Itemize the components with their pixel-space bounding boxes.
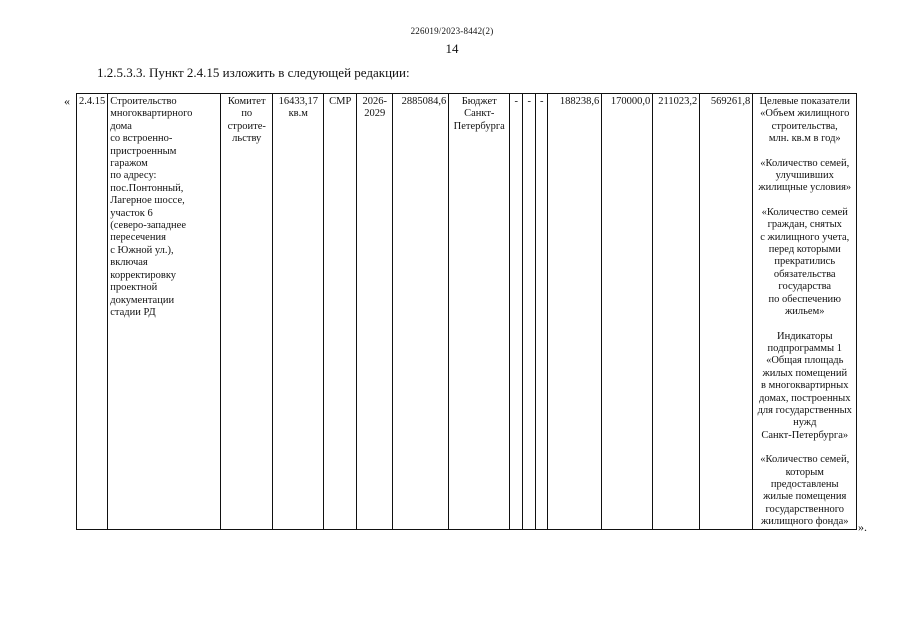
indicator-text-line: Целевые показатели <box>759 96 851 107</box>
cell-text-line: документации <box>110 294 175 306</box>
year-value-cell: 188238,6 <box>548 94 602 530</box>
cell-text-line: Санкт- <box>464 108 495 120</box>
indicator-text-line: нужд <box>793 417 817 429</box>
page-number: 14 <box>445 41 459 56</box>
indicator-text-line: жилищного фонда» <box>760 516 849 528</box>
cell-text-line: пристроенным <box>110 145 177 157</box>
block-spacer <box>755 442 854 454</box>
cell-text-line: по <box>241 108 253 120</box>
capacity-cell <box>273 94 324 530</box>
indicator-text-line: прекратились <box>774 256 836 268</box>
cell-text-line: пересечения <box>110 232 166 244</box>
cell-text-line: Строительство <box>110 96 177 107</box>
cell-text-line: со встроенно- <box>110 133 173 145</box>
indicator-text-line: «Количество семей, <box>760 454 850 466</box>
indicator-text-line: по обеспечению <box>768 293 842 305</box>
year-value-cell: 569261,8 <box>700 94 753 530</box>
indicator-text-line: предоставлены <box>770 478 839 490</box>
indicator-text-line: жилищные условия» <box>758 182 852 194</box>
cell-text-line: пос.Понтонный, <box>110 182 184 194</box>
indicator-text-line: Санкт-Петербурга» <box>761 429 849 441</box>
cell-text-line: участок 6 <box>110 207 153 219</box>
block-spacer <box>755 146 854 158</box>
year-value-cell: 211023,2 <box>653 94 700 530</box>
dash-cell: - <box>536 94 548 530</box>
executor-cell <box>221 94 273 530</box>
indicator-text-line: государственного <box>765 503 844 515</box>
indicator-text-line: «Общая площадь <box>766 355 844 367</box>
indicator-text-line: граждан, снятых <box>767 219 842 231</box>
indicator-text-line: улучшивших <box>775 170 834 182</box>
cell-text-line: многоквартирного <box>110 108 193 120</box>
cell-text-line: с Южной ул.), <box>110 244 174 256</box>
cell-text-line: Комитет <box>227 96 266 107</box>
cell-text-line: 2029 <box>364 108 386 120</box>
program-table <box>76 93 857 530</box>
target-indicators-cell <box>753 94 857 530</box>
indicator-text-line: подпрограммы 1 <box>767 342 842 354</box>
funding-source-cell <box>449 94 510 530</box>
total-cost-cell: 2885084,6 <box>393 94 449 530</box>
indicator-text-line: строительства, <box>771 120 838 132</box>
indicator-text-line: млн. кв.м в год» <box>768 133 841 145</box>
work-type-cell: СМР <box>324 94 357 530</box>
indicator-text-line: с жилищного учета, <box>760 231 850 243</box>
cell-text-line: Бюджет <box>461 96 497 107</box>
indicator-text-line: обязательства <box>773 268 836 280</box>
indicator-text-line: в многоквартирных <box>761 380 849 392</box>
dash-cell: - <box>523 94 536 530</box>
cell-text-line: 2026- <box>362 96 387 107</box>
cell-text-line: по адресу: <box>110 170 157 182</box>
opening-quote: « <box>64 94 70 108</box>
table-row <box>77 94 857 530</box>
cell-text-line: корректировку <box>110 269 177 281</box>
item-number-cell: 2.4.15 <box>77 94 108 530</box>
cell-text-line: льству <box>232 133 262 145</box>
closing-quote: ». <box>858 520 867 534</box>
indicator-text-line: домах, построенных <box>759 392 851 404</box>
cell-text-line: дома <box>110 120 132 132</box>
dash-cell: - <box>510 94 523 530</box>
year-value-cell: 170000,0 <box>602 94 653 530</box>
indicator-text-line: перед которыми <box>768 244 841 256</box>
cell-text-line: (северо-западнее <box>110 220 186 232</box>
period-cell <box>357 94 393 530</box>
cell-text-line: 16433,17 <box>278 96 318 107</box>
document-number: 226019/2023-8442(2) <box>410 26 494 36</box>
cell-text-line: проектной <box>110 282 158 294</box>
cell-text-line: Петербурга <box>453 120 505 132</box>
indicator-text-line: жилых помещений <box>762 367 848 379</box>
cell-text-line: строите- <box>227 120 266 132</box>
object-name-cell <box>108 94 221 530</box>
indicator-text-line: «Количество семей <box>761 206 848 218</box>
indicator-text-line: которым <box>785 466 824 478</box>
block-spacer <box>755 195 854 207</box>
clause-heading: 1.2.5.3.3. Пункт 2.4.15 изложить в следующей редакции: <box>97 65 410 80</box>
cell-text-line: гаражом <box>110 158 148 170</box>
cell-text-line: Лагерное шоссе, <box>110 195 185 207</box>
cell-text-line: включая <box>110 257 148 269</box>
cell-text-line: стадии РД <box>110 306 156 318</box>
indicator-text-line: Индикаторы <box>777 330 833 342</box>
indicator-text-line: жильем» <box>785 306 825 318</box>
indicator-text-line: для государственных <box>757 404 852 416</box>
indicator-text-line: «Количество семей, <box>760 157 850 169</box>
indicator-text-line: государства <box>778 281 832 293</box>
cell-text-line: кв.м <box>288 108 308 120</box>
indicator-text-line: жилые помещения <box>763 491 847 503</box>
indicator-text-line: «Объем жилищного <box>760 108 850 120</box>
block-spacer <box>755 319 854 331</box>
